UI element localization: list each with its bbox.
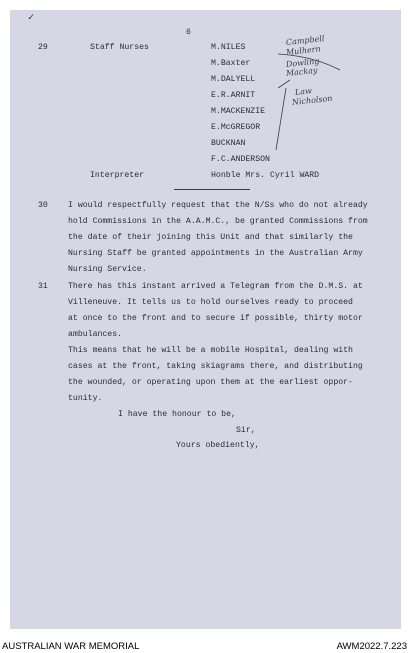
- staff-nurses-label: Staff Nurses: [90, 43, 149, 52]
- page-number: 6: [186, 28, 191, 37]
- nurse-name: BUCKNAN: [211, 139, 246, 148]
- paragraph-29-number: 29: [38, 43, 48, 52]
- nurse-name: M.Baxter: [211, 59, 251, 68]
- document-page: [10, 10, 401, 629]
- body-line: cases at the front, taking skiagrams there, and distributing: [68, 362, 363, 371]
- body-line: the date of their joining this Unit and that similarly the: [68, 233, 353, 242]
- handwritten-annotation: Law: [294, 86, 313, 97]
- body-line: Nursing Service.: [68, 265, 147, 274]
- nurse-name: M.DALYELL: [211, 75, 256, 84]
- body-line: There has this instant arrived a Telegram from the D.M.S. at: [68, 282, 363, 291]
- footer-institution: AUSTRALIAN WAR MEMORIAL: [2, 641, 140, 652]
- handwritten-annotation: Mulhern: [285, 44, 322, 57]
- nurse-name: M.MACKENZIE: [211, 107, 266, 116]
- handwritten-annotation: Dowling: [285, 56, 320, 69]
- closing-honour: I have the honour to be,: [118, 410, 236, 419]
- body-line: at once to the front and to secure if possible, thirty motor: [68, 314, 363, 323]
- body-line: the wounded, or operating upon them at the earliest oppor-: [68, 378, 353, 387]
- nurse-name: F.C.ANDERSON: [211, 155, 270, 164]
- closing-sir: Sir,: [236, 426, 256, 435]
- nurse-name: E.R.ARNIT: [211, 91, 256, 100]
- handwritten-annotation: Nicholson: [291, 93, 333, 107]
- handwritten-annotation: Mackay: [285, 65, 318, 78]
- interpreter-label: Interpreter: [90, 171, 145, 180]
- footer-accession-number: AWM2022.7.223: [336, 641, 407, 652]
- body-line: I would respectfully request that the N/Ss who do not already: [68, 201, 368, 210]
- paragraph-30-number: 30: [38, 201, 48, 210]
- closing-yours: Yours obediently,: [176, 441, 260, 450]
- body-line: Nursing Staff be granted appointments in the Australian Army: [68, 249, 363, 258]
- interpreter-name: Honble Mrs. Cyril WARD: [211, 171, 320, 180]
- paragraph-31-number: 31: [38, 282, 48, 291]
- body-line: tunity.: [68, 394, 103, 403]
- nurse-name: M.NILES: [211, 43, 246, 52]
- separator-rule: [174, 189, 250, 190]
- body-line: Villeneuve. It tells us to hold ourselves ready to proceed: [68, 298, 353, 307]
- tick-mark: ✓: [28, 13, 35, 24]
- nurse-name: E.McGREGOR: [211, 123, 261, 132]
- body-line: This means that he will be a mobile Hospital, dealing with: [68, 346, 353, 355]
- body-line: ambulances.: [68, 330, 123, 339]
- handwritten-annotation: Campbell: [285, 33, 325, 47]
- body-line: hold Commissions in the A.A.M.C., be granted Commissions from: [68, 217, 368, 226]
